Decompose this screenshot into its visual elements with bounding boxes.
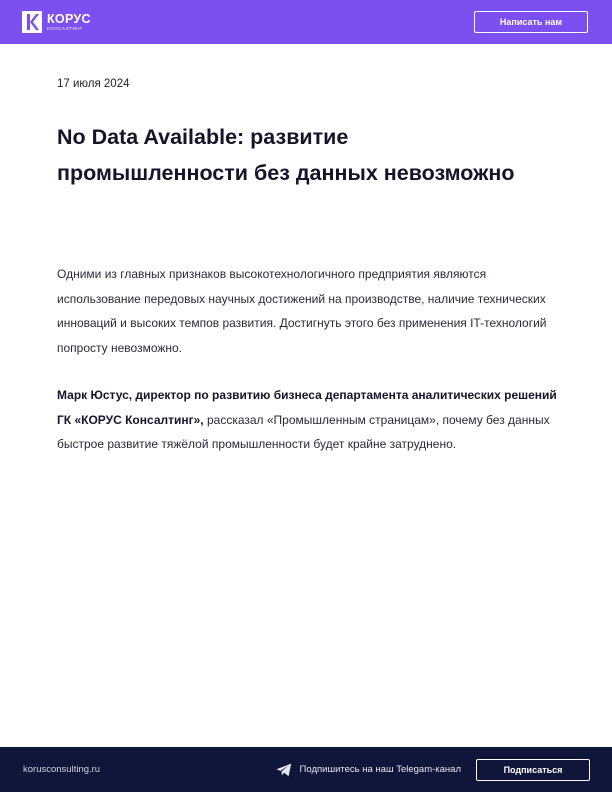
quote-author: Марк Юстус, директор по развитию бизнеса департамента аналитических решений ГК «КОРУС Консалтинг», bbox=[57, 388, 557, 427]
logo-name: КОРУС bbox=[47, 12, 91, 26]
korus-logo-icon bbox=[22, 11, 42, 33]
logo-subtitle: КОНСАЛТИНГ bbox=[47, 25, 84, 31]
telegram-link[interactable] bbox=[276, 763, 461, 777]
site-link[interactable]: korusconsulting.ru bbox=[23, 764, 101, 775]
korus-logo[interactable] bbox=[22, 11, 91, 33]
site-header bbox=[0, 0, 612, 44]
article-title: No Data Available: развитие промышленности без данных невозможно bbox=[57, 125, 515, 185]
write-to-us-button[interactable]: Написать нам bbox=[474, 11, 588, 33]
site-footer bbox=[0, 747, 612, 792]
article-date: 17 июля 2024 bbox=[57, 78, 130, 90]
telegram-icon bbox=[276, 763, 292, 777]
subscribe-button[interactable]: Подписаться bbox=[476, 759, 590, 781]
paragraph-2-text: рассказал «Промышленным страницам», почему без данных быстрое развитие тяжёлой промышленности будет крайне затруднено. bbox=[57, 412, 550, 451]
article-paragraph-2 bbox=[57, 383, 557, 457]
telegram-text: Подпишитесь на наш Telegam-канал bbox=[299, 764, 461, 775]
article-paragraph-1: Одними из главных признаков высокотехнологичного предприятия являются использование передовых научных достижений на производстве, наличие технических инноваций и высоких темпов развития. Достигнуть этого без применения IT-технологий попросту невозможно. bbox=[57, 267, 547, 355]
